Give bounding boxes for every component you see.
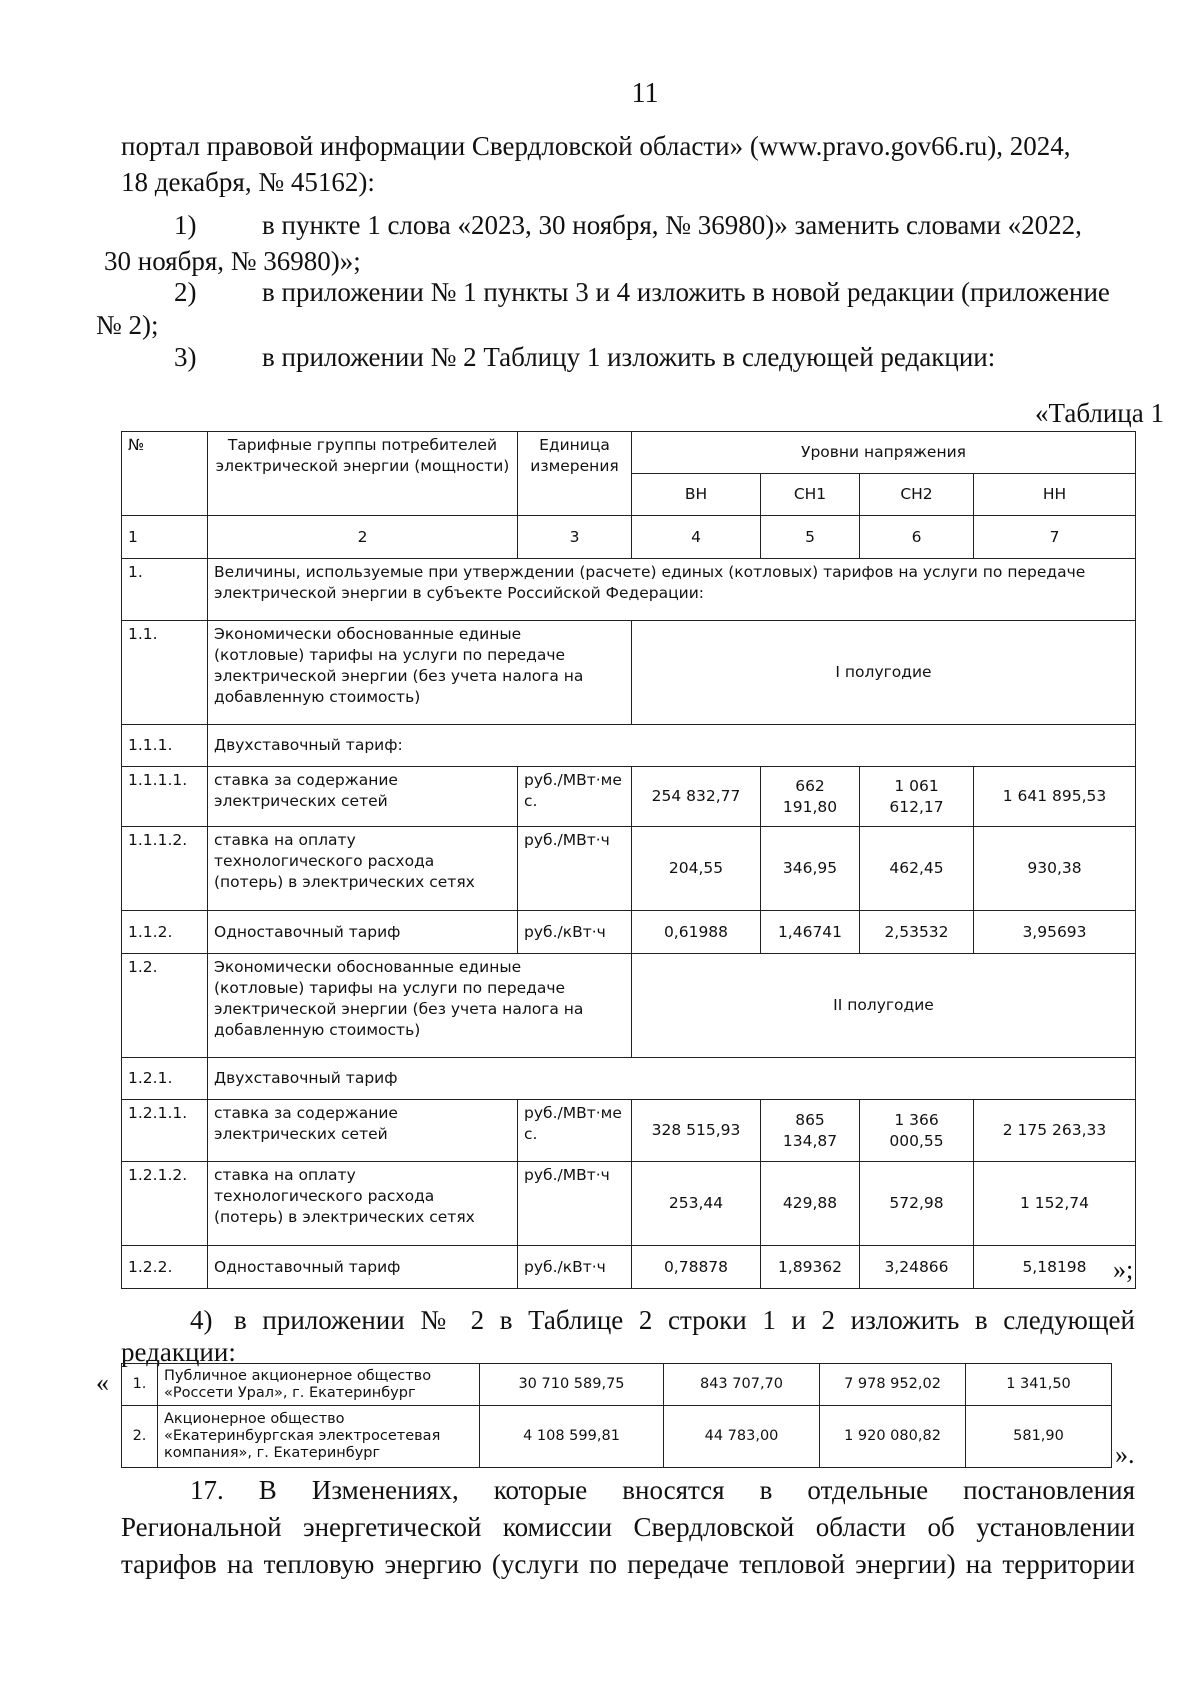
row-value-vn: 204,55	[632, 827, 761, 911]
header-sn2: СН2	[860, 474, 974, 516]
col-number: 6	[860, 516, 974, 559]
intro-line-1: портал правовой информации Свердловской области» (www.pravo.gov66.ru), 2024,	[121, 131, 1071, 161]
item-17-line-3: тарифов на тепловую энергию (услуги по передаче тепловой энергии) на территории	[121, 1549, 1135, 1579]
row-value-vn: 0,78878	[632, 1246, 761, 1289]
row-value-nn: 930,38	[974, 827, 1136, 911]
company-num: 1.	[122, 1364, 158, 1406]
row-unit: руб./МВт·ч	[518, 1162, 632, 1246]
company-value-4: 581,90	[966, 1406, 1112, 1468]
item-4-continuation: редакции:	[121, 1337, 236, 1367]
header-num: №	[122, 432, 208, 516]
row-value-sn2: 1 366 000,55	[860, 1100, 974, 1162]
item-2-number: 2)	[174, 277, 197, 307]
row-unit: руб./МВт·ч	[518, 827, 632, 911]
period-second-half: II полугодие	[632, 954, 1136, 1058]
table-row	[122, 1406, 1112, 1468]
companies-table-2	[121, 1363, 1112, 1468]
company-value-1: 30 710 589,75	[480, 1364, 664, 1406]
row-name: ставка на оплату технологического расхода (потерь) в электрических сетях	[208, 1162, 518, 1246]
section-1-2-1-text: Двухставочный тариф	[208, 1058, 1136, 1100]
row-value-sn2: 2,53532	[860, 911, 974, 954]
company-name: Акционерное общество «Екатеринбургская электросетевая компания», г. Екатеринбург	[158, 1406, 480, 1468]
row-value-sn1: 429,88	[761, 1162, 860, 1246]
row-unit: руб./МВт·ме с.	[518, 767, 632, 827]
section-1-text: Величины, используемые при утверждении (расчете) единых (котловых) тарифов на услуги по передаче электрической энергии в субъекте Российской Федерации:	[208, 559, 1136, 621]
tariff-table-1	[121, 431, 1136, 1289]
item-17-line-2: Региональной энергетической комиссии Свердловской области об установлении	[121, 1512, 1135, 1542]
company-value-2: 44 783,00	[664, 1406, 820, 1468]
header-sn1: СН1	[761, 474, 860, 516]
item-17-line-1: 17. В Изменениях, которые вносятся в отдельные постановления	[190, 1475, 1135, 1505]
row-value-sn1: 662 191,80	[761, 767, 860, 827]
row-unit: руб./кВт·ч	[518, 1246, 632, 1289]
company-value-3: 7 978 952,02	[820, 1364, 966, 1406]
col-number: 2	[208, 516, 518, 559]
row-value-vn: 254 832,77	[632, 767, 761, 827]
section-1-2-1-num: 1.2.1.	[122, 1058, 208, 1100]
item-4-number: 4)	[190, 1305, 213, 1335]
row-name: ставка за содержание электрических сетей	[208, 1100, 518, 1162]
item-3-text: в приложении № 2 Таблицу 1 изложить в следующей редакции:	[262, 342, 996, 372]
row-value-sn2: 572,98	[860, 1162, 974, 1246]
section-1-num: 1.	[122, 559, 208, 621]
row-num: 1.1.1.2.	[122, 827, 208, 911]
row-value-vn: 328 515,93	[632, 1100, 761, 1162]
row-num: 1.2.1.2.	[122, 1162, 208, 1246]
table-2-open-mark: «	[96, 1368, 109, 1397]
row-name: Одноставочный тариф	[208, 1246, 518, 1289]
item-1-number: 1)	[174, 210, 197, 240]
row-value-nn: 1 641 895,53	[974, 767, 1136, 827]
intro-line-2: 18 декабря, № 45162):	[121, 167, 375, 197]
col-number: 3	[518, 516, 632, 559]
row-name: Одноставочный тариф	[208, 911, 518, 954]
header-voltage-levels: Уровни напряжения	[632, 432, 1136, 474]
section-1-2-text: Экономически обоснованные единые (котловые) тарифы на услуги по передаче электрической энергии (без учета налога на добавленную стоимость)	[208, 954, 632, 1058]
company-value-4: 1 341,50	[966, 1364, 1112, 1406]
col-number: 5	[761, 516, 860, 559]
item-1-continuation: 30 ноября, № 36980)»;	[104, 246, 361, 276]
item-2-text: в приложении № 1 пункты 3 и 4 изложить в новой редакции (приложение	[262, 277, 1110, 307]
page-number: 11	[631, 78, 659, 109]
row-value-sn1: 1,46741	[761, 911, 860, 954]
row-num: 1.2.2.	[122, 1246, 208, 1289]
table-1-caption: «Таблица 1	[1035, 398, 1164, 428]
table-1-close-mark: »;	[1113, 1255, 1134, 1284]
row-value-sn1: 865 134,87	[761, 1100, 860, 1162]
item-2-continuation: № 2);	[96, 310, 159, 340]
header-nn: НН	[974, 474, 1136, 516]
row-unit: руб./МВт·ме с.	[518, 1100, 632, 1162]
row-name: ставка за содержание электрических сетей	[208, 767, 518, 827]
company-value-3: 1 920 080,82	[820, 1406, 966, 1468]
row-unit: руб./кВт·ч	[518, 911, 632, 954]
col-number: 7	[974, 516, 1136, 559]
item-3-number: 3)	[174, 342, 197, 372]
col-number: 4	[632, 516, 761, 559]
row-value-nn: 1 152,74	[974, 1162, 1136, 1246]
row-name: ставка на оплату технологического расхода (потерь) в электрических сетях	[208, 827, 518, 911]
header-unit: Единица измерения	[518, 432, 632, 516]
company-value-2: 843 707,70	[664, 1364, 820, 1406]
row-num: 1.1.1.1.	[122, 767, 208, 827]
row-num: 1.2.1.1.	[122, 1100, 208, 1162]
header-vn: ВН	[632, 474, 761, 516]
row-value-nn: 5,18198	[974, 1246, 1136, 1289]
row-value-sn1: 346,95	[761, 827, 860, 911]
table-row	[122, 1364, 1112, 1406]
row-value-nn: 3,95693	[974, 911, 1136, 954]
company-value-1: 4 108 599,81	[480, 1406, 664, 1468]
row-value-vn: 0,61988	[632, 911, 761, 954]
period-first-half: I полугодие	[632, 621, 1136, 725]
section-1-2-num: 1.2.	[122, 954, 208, 1058]
row-value-sn2: 1 061 612,17	[860, 767, 974, 827]
section-1-1-num: 1.1.	[122, 621, 208, 725]
section-1-1-1-text: Двухставочный тариф:	[208, 725, 1136, 767]
table-2-close-mark: ».	[1115, 1440, 1135, 1469]
row-num: 1.1.2.	[122, 911, 208, 954]
row-value-sn2: 3,24866	[860, 1246, 974, 1289]
row-value-vn: 253,44	[632, 1162, 761, 1246]
section-1-1-1-num: 1.1.1.	[122, 725, 208, 767]
header-groups: Тарифные группы потребителей электрической энергии (мощности)	[208, 432, 518, 516]
section-1-1-text: Экономически обоснованные единые (котловые) тарифы на услуги по передаче электрической энергии (без учета налога на добавленную стоимость)	[208, 621, 632, 725]
row-value-sn2: 462,45	[860, 827, 974, 911]
company-num: 2.	[122, 1406, 158, 1468]
item-4-text: в приложении № 2 в Таблице 2 строки 1 и 2 изложить в следующей	[234, 1305, 1135, 1335]
row-value-nn: 2 175 263,33	[974, 1100, 1136, 1162]
col-number: 1	[122, 516, 208, 559]
company-name: Публичное акционерное общество «Россети Урал», г. Екатеринбург	[158, 1364, 480, 1406]
item-1-text: в пункте 1 слова «2023, 30 ноября, № 36980)» заменить словами «2022,	[262, 210, 1082, 240]
row-value-sn1: 1,89362	[761, 1246, 860, 1289]
